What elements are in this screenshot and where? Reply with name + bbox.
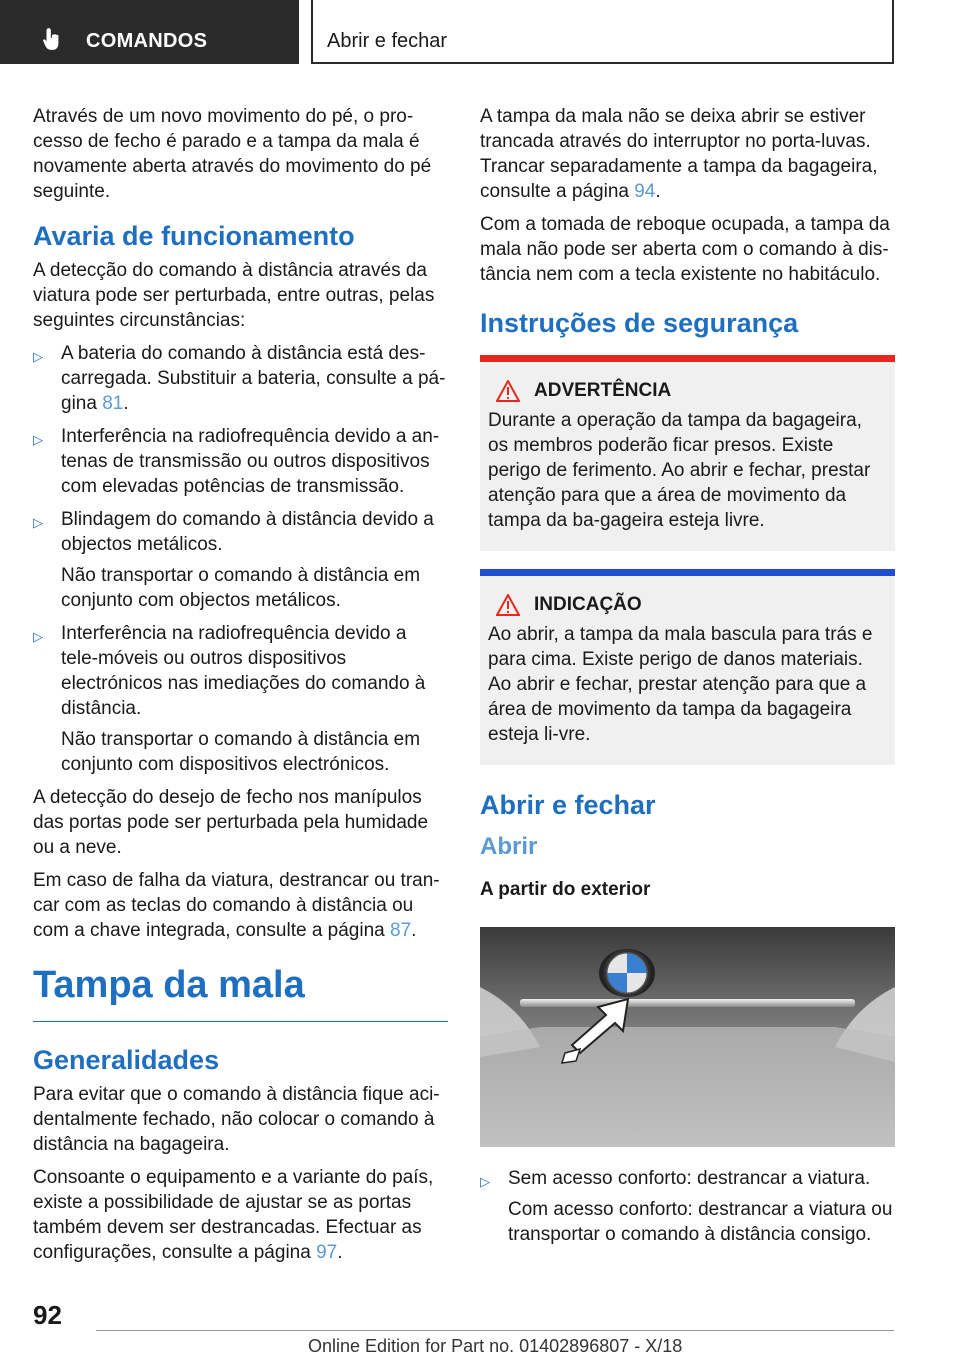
equipment-text-b: . xyxy=(337,1242,343,1263)
open-list xyxy=(480,1166,895,1247)
malfunction-heading: Avaria de funcionamento xyxy=(33,221,355,251)
chapter-heading: Tampa da mala xyxy=(33,963,448,1022)
footer-divider xyxy=(96,1330,894,1331)
list-item-text-b: . xyxy=(123,393,129,414)
locked-text-b: . xyxy=(655,181,661,202)
equipment-paragraph xyxy=(33,1165,448,1265)
list-item-subtext: Com acesso conforto: destrancar a viatura ou transportar o comando à distância consigo. xyxy=(508,1199,893,1245)
malfunction-paragraph: A detecção do comando à distância através da viatura pode ser perturbada, entre outras, pelas seguintes circunstâncias: xyxy=(33,260,435,331)
open-close-heading: Abrir e fechar xyxy=(480,790,656,820)
list-item-subtext: Não transportar o comando à distância em conjunto com dispositivos electrónicos. xyxy=(61,729,421,775)
triangle-bullet-icon: ▷ xyxy=(33,349,43,364)
notice-box xyxy=(480,569,895,765)
page-title: Abrir e fechar xyxy=(327,30,448,52)
page-link-81[interactable]: 81 xyxy=(102,393,124,414)
list-item-text xyxy=(61,341,448,416)
section-tab xyxy=(0,0,299,64)
page-number: 92 xyxy=(33,1300,62,1330)
fault-paragraph xyxy=(33,868,448,943)
triangle-bullet-icon: ▷ xyxy=(33,515,43,530)
intro-paragraph: Através de um novo movimento do pé, o pro-cesso de fecho é parado e a tampa da mala é novamente aberta através do movimento do pé seguinte. xyxy=(33,106,432,202)
fault-text-a: Em caso de falha da viatura, destrancar ou tran-car com as teclas do comando à distância ou com a chave integrada, consulte a página xyxy=(33,870,440,941)
hand-pointer-icon xyxy=(40,26,66,52)
page-header xyxy=(311,0,894,64)
list-item-text: Interferência na radiofrequência devido a an-tenas de transmissão ou outros dispositivos com elevadas potências de transmissão. xyxy=(61,426,440,497)
left-column xyxy=(33,104,448,1273)
list-item xyxy=(33,507,448,613)
outside-heading: A partir do exterior xyxy=(480,879,651,900)
open-heading: Abrir xyxy=(480,833,538,860)
malfunction-list xyxy=(33,341,448,777)
general-paragraph: Para evitar que o comando à distância fique aci-dentalmente fechado, não colocar o comando à distância na bagageira. xyxy=(33,1084,440,1155)
equipment-text-a: Consoante o equipamento e a variante do país, existe a possibilidade de ajustar se as portas também devem ser destrancadas. Efectuar as configurações, consulte a página xyxy=(33,1167,434,1263)
page-link-87[interactable]: 87 xyxy=(390,920,412,941)
fault-text-b: . xyxy=(411,920,417,941)
list-item xyxy=(33,424,448,499)
page-link-97[interactable]: 97 xyxy=(316,1242,338,1263)
triangle-bullet-icon: ▷ xyxy=(33,432,43,447)
triangle-bullet-icon: ▷ xyxy=(33,629,43,644)
list-item-text: Sem acesso conforto: destrancar a viatura. xyxy=(508,1168,871,1189)
section-tab-label: COMANDOS xyxy=(86,30,208,52)
triangle-bullet-icon: ▷ xyxy=(480,1174,490,1189)
locked-text-a: A tampa da mala não se deixa abrir se estiver trancada através do interruptor no porta-luvas. Trancar separadamente a tampa da bagageira, consulte a página xyxy=(480,106,878,202)
tow-paragraph: Com a tomada de reboque ocupada, a tampa da mala não pode ser aberta com o comando à dis-tância nem com a tecla existente no habitáculo. xyxy=(480,214,890,285)
safety-heading: Instruções de segurança xyxy=(480,308,799,338)
notice-label: INDICAÇÃO xyxy=(534,594,642,615)
locked-paragraph xyxy=(480,104,895,204)
trunk-button-photo xyxy=(480,927,895,1147)
list-item-subtext: Não transportar o comando à distância em conjunto com objectos metálicos. xyxy=(61,565,421,611)
warning-triangle-icon xyxy=(496,594,520,616)
warning-triangle-icon xyxy=(496,380,520,402)
right-column xyxy=(480,104,895,1255)
page-link-94[interactable]: 94 xyxy=(634,181,656,202)
list-item xyxy=(33,621,448,777)
warning-text: Durante a operação da tampa da bagageira, os membros poderão ficar presos. Existe perigo de ferimento. Ao abrir e fechar, prestar atenção para que a área de movimento da tampa da ba-gageira esteja livre. xyxy=(488,410,871,531)
warning-label: ADVERTÊNCIA xyxy=(534,380,672,401)
handle-paragraph: A detecção do desejo de fecho nos manípulos das portas pode ser perturbada pela humidade ou a neve. xyxy=(33,787,429,858)
warning-box xyxy=(480,355,895,551)
warning-bar xyxy=(480,355,895,362)
list-item xyxy=(33,341,448,416)
notice-text: Ao abrir, a tampa da mala bascula para trás e para cima. Existe perigo de danos materiais. Ao abrir e fechar, prestar atenção para que a área de movimento da tampa da bagageira esteja li-vre. xyxy=(488,624,873,745)
list-item xyxy=(480,1166,895,1247)
general-heading: Generalidades xyxy=(33,1045,220,1075)
list-item-text-a: A bateria do comando à distância está des-carregada. Substituir a bateria, consulte a pá-gina xyxy=(61,343,446,414)
notice-bar xyxy=(480,569,895,576)
list-item-text: Interferência na radiofrequência devido a tele-móveis ou outros dispositivos electrónicos nas imediações do comando à distância. xyxy=(61,623,426,719)
edition-text: Online Edition for Part no. 01402896807 - X/18 xyxy=(308,1336,683,1356)
list-item-text: Blindagem do comando à distância devido a objectos metálicos. xyxy=(61,509,434,555)
